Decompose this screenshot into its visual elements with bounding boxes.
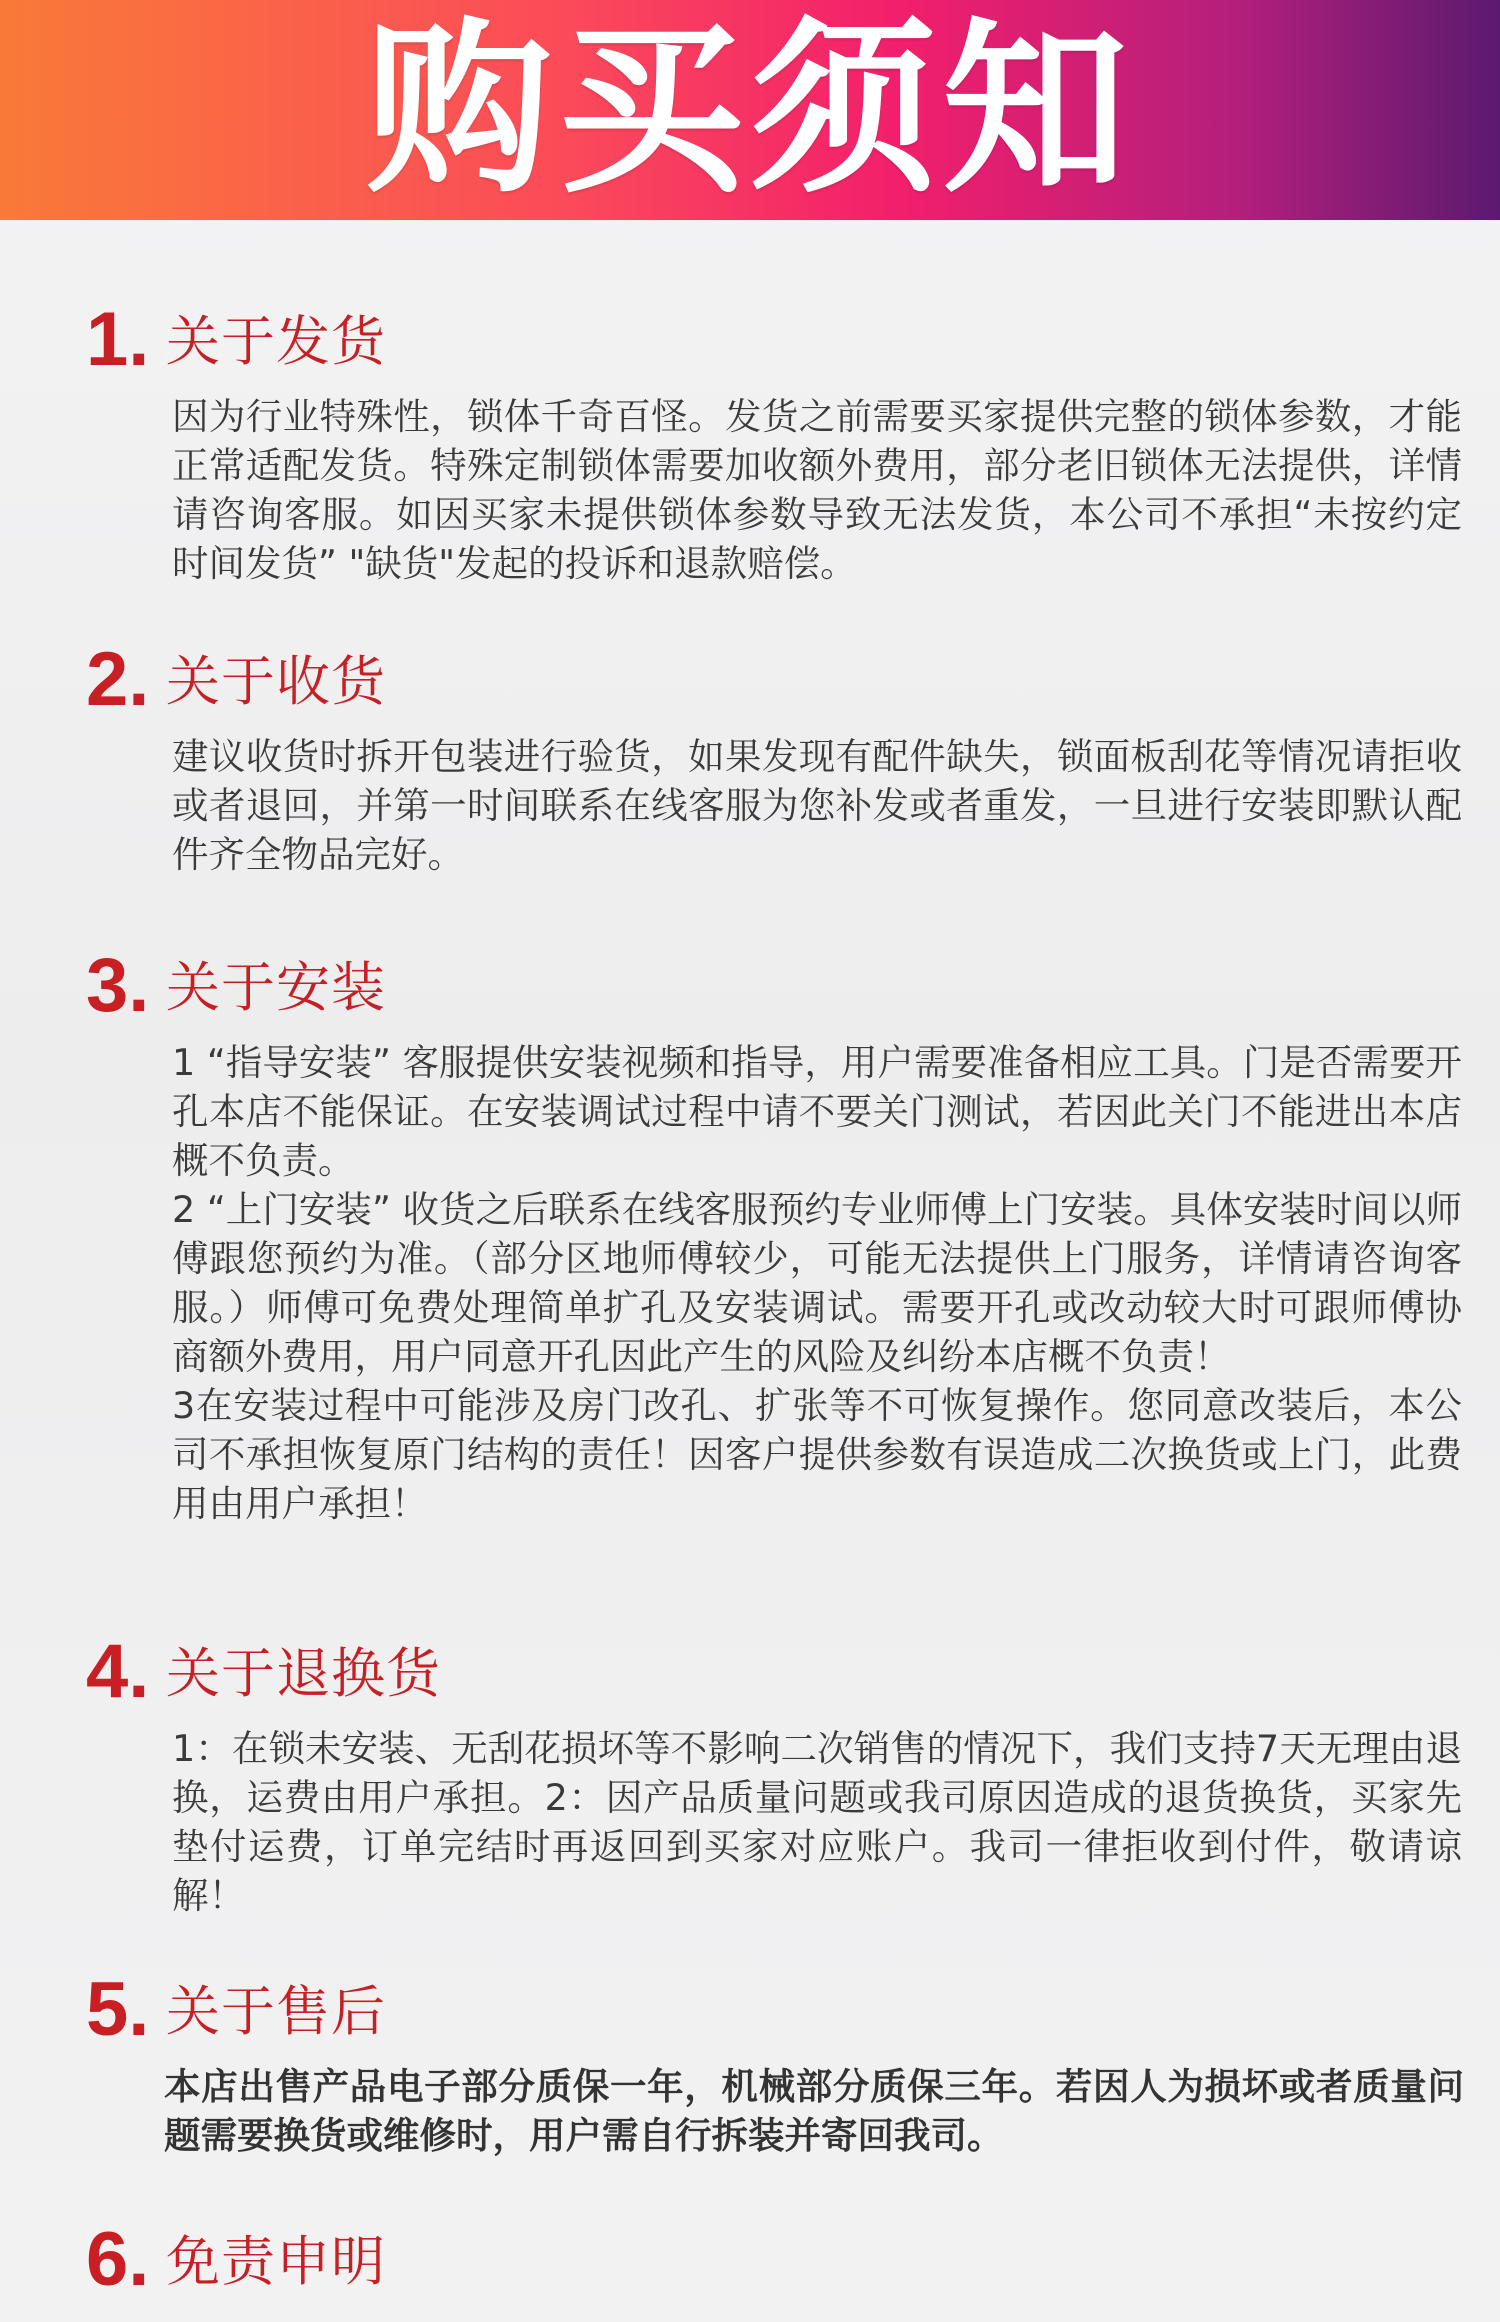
section-paragraph: 因为行业特殊性，锁体千奇百怪。发货之前需要买家提供完整的锁体参数，才能正常适配发货。特殊定制锁体需要加收额外费用，部分老旧锁体无法提供，详情请咨询客服。如因买家未提供锁体参数导致无法发货，本公司不承担“未按约定时间发货” "缺货"发起的投诉和退款赔偿。: [172, 395, 1462, 585]
section-paragraph: 本店出售产品电子部分质保一年，机械部分质保三年。若因人为损坏或者质量问题需要换货或维修时，用户需自行拆装并寄回我司。: [164, 2065, 1464, 2157]
section-paragraph: 1：在锁未安装、无刮花损坏等不影响二次销售的情况下，我们支持7天无理由退换，运费由用户承担。2：因产品质量问题或我司原因造成的退货换货，买家先垫付运费，订单完结时再返回到买家对应账户。我司一律拒收到付件，敬请谅解！: [172, 1727, 1462, 1917]
section-number: 6.: [86, 2217, 150, 2302]
section-title: 关于安装: [166, 956, 386, 1019]
section-receiving: [0, 637, 1500, 880]
section-heading: [0, 943, 1500, 1028]
section-paragraph: 2 “上门安装” 收货之后联系在线客服预约专业师傅上门安装。具体安装时间以师傅跟您预约为准。（部分区地师傅较少，可能无法提供上门服务，详情请咨询客服。）师傅可免费处理简单扩孔及安装调试。需要开孔或改动较大时可跟师傅协商额外费用，用户同意开孔因此产生的风险及纠纷本店概不负责！: [172, 1188, 1462, 1378]
section-number: 1.: [86, 297, 150, 382]
section-after-sales: [0, 1967, 1500, 2170]
section-title: 关于发货: [166, 310, 386, 373]
section-heading: [0, 1967, 1500, 2052]
section-number: 4.: [86, 1629, 150, 1714]
section-number: 5.: [86, 1967, 150, 2052]
section-heading: [0, 2217, 1500, 2302]
section-title: 关于收货: [166, 650, 386, 713]
header-banner: [0, 0, 1500, 220]
section-disclaimer: [0, 2217, 1500, 2320]
section-paragraph: 1 “指导安装” 客服提供安装视频和指导，用户需要准备相应工具。门是否需要开孔本店不能保证。在安装调试过程中请不要关门测试，若因此关门不能进出本店概不负责。: [172, 1041, 1462, 1182]
section-title: 关于售后: [166, 1980, 386, 2043]
section-heading: [0, 1629, 1500, 1714]
section-paragraph: 3在安装过程中可能涉及房门改孔、扩张等不可恢复操作。您同意改装后，本公司不承担恢复原门结构的责任！因客户提供参数有误造成二次换货或上门，此费用由用户承担！: [172, 1384, 1462, 1525]
section-body: [172, 392, 1462, 588]
section-body: [172, 1038, 1462, 1528]
section-body: [164, 2062, 1464, 2160]
section-installation: [0, 943, 1500, 1586]
section-shipping: [0, 297, 1500, 600]
section-heading: [0, 297, 1500, 382]
section-title: 关于退换货: [166, 1642, 441, 1705]
section-title: 免责申明: [166, 2230, 386, 2293]
section-number: 3.: [86, 943, 150, 1028]
section-returns: [0, 1629, 1500, 1932]
page-title: 购买须知: [365, 1, 1134, 218]
section-heading: [0, 637, 1500, 722]
section-number: 2.: [86, 637, 150, 722]
section-paragraph: 建议收货时拆开包装进行验货，如果发现有配件缺失，锁面板刮花等情况请拒收或者退回，并第一时间联系在线客服为您补发或者重发，一旦进行安装即默认配件齐全物品完好。: [172, 735, 1462, 876]
section-body: [172, 732, 1462, 879]
section-body: [172, 1724, 1462, 1920]
